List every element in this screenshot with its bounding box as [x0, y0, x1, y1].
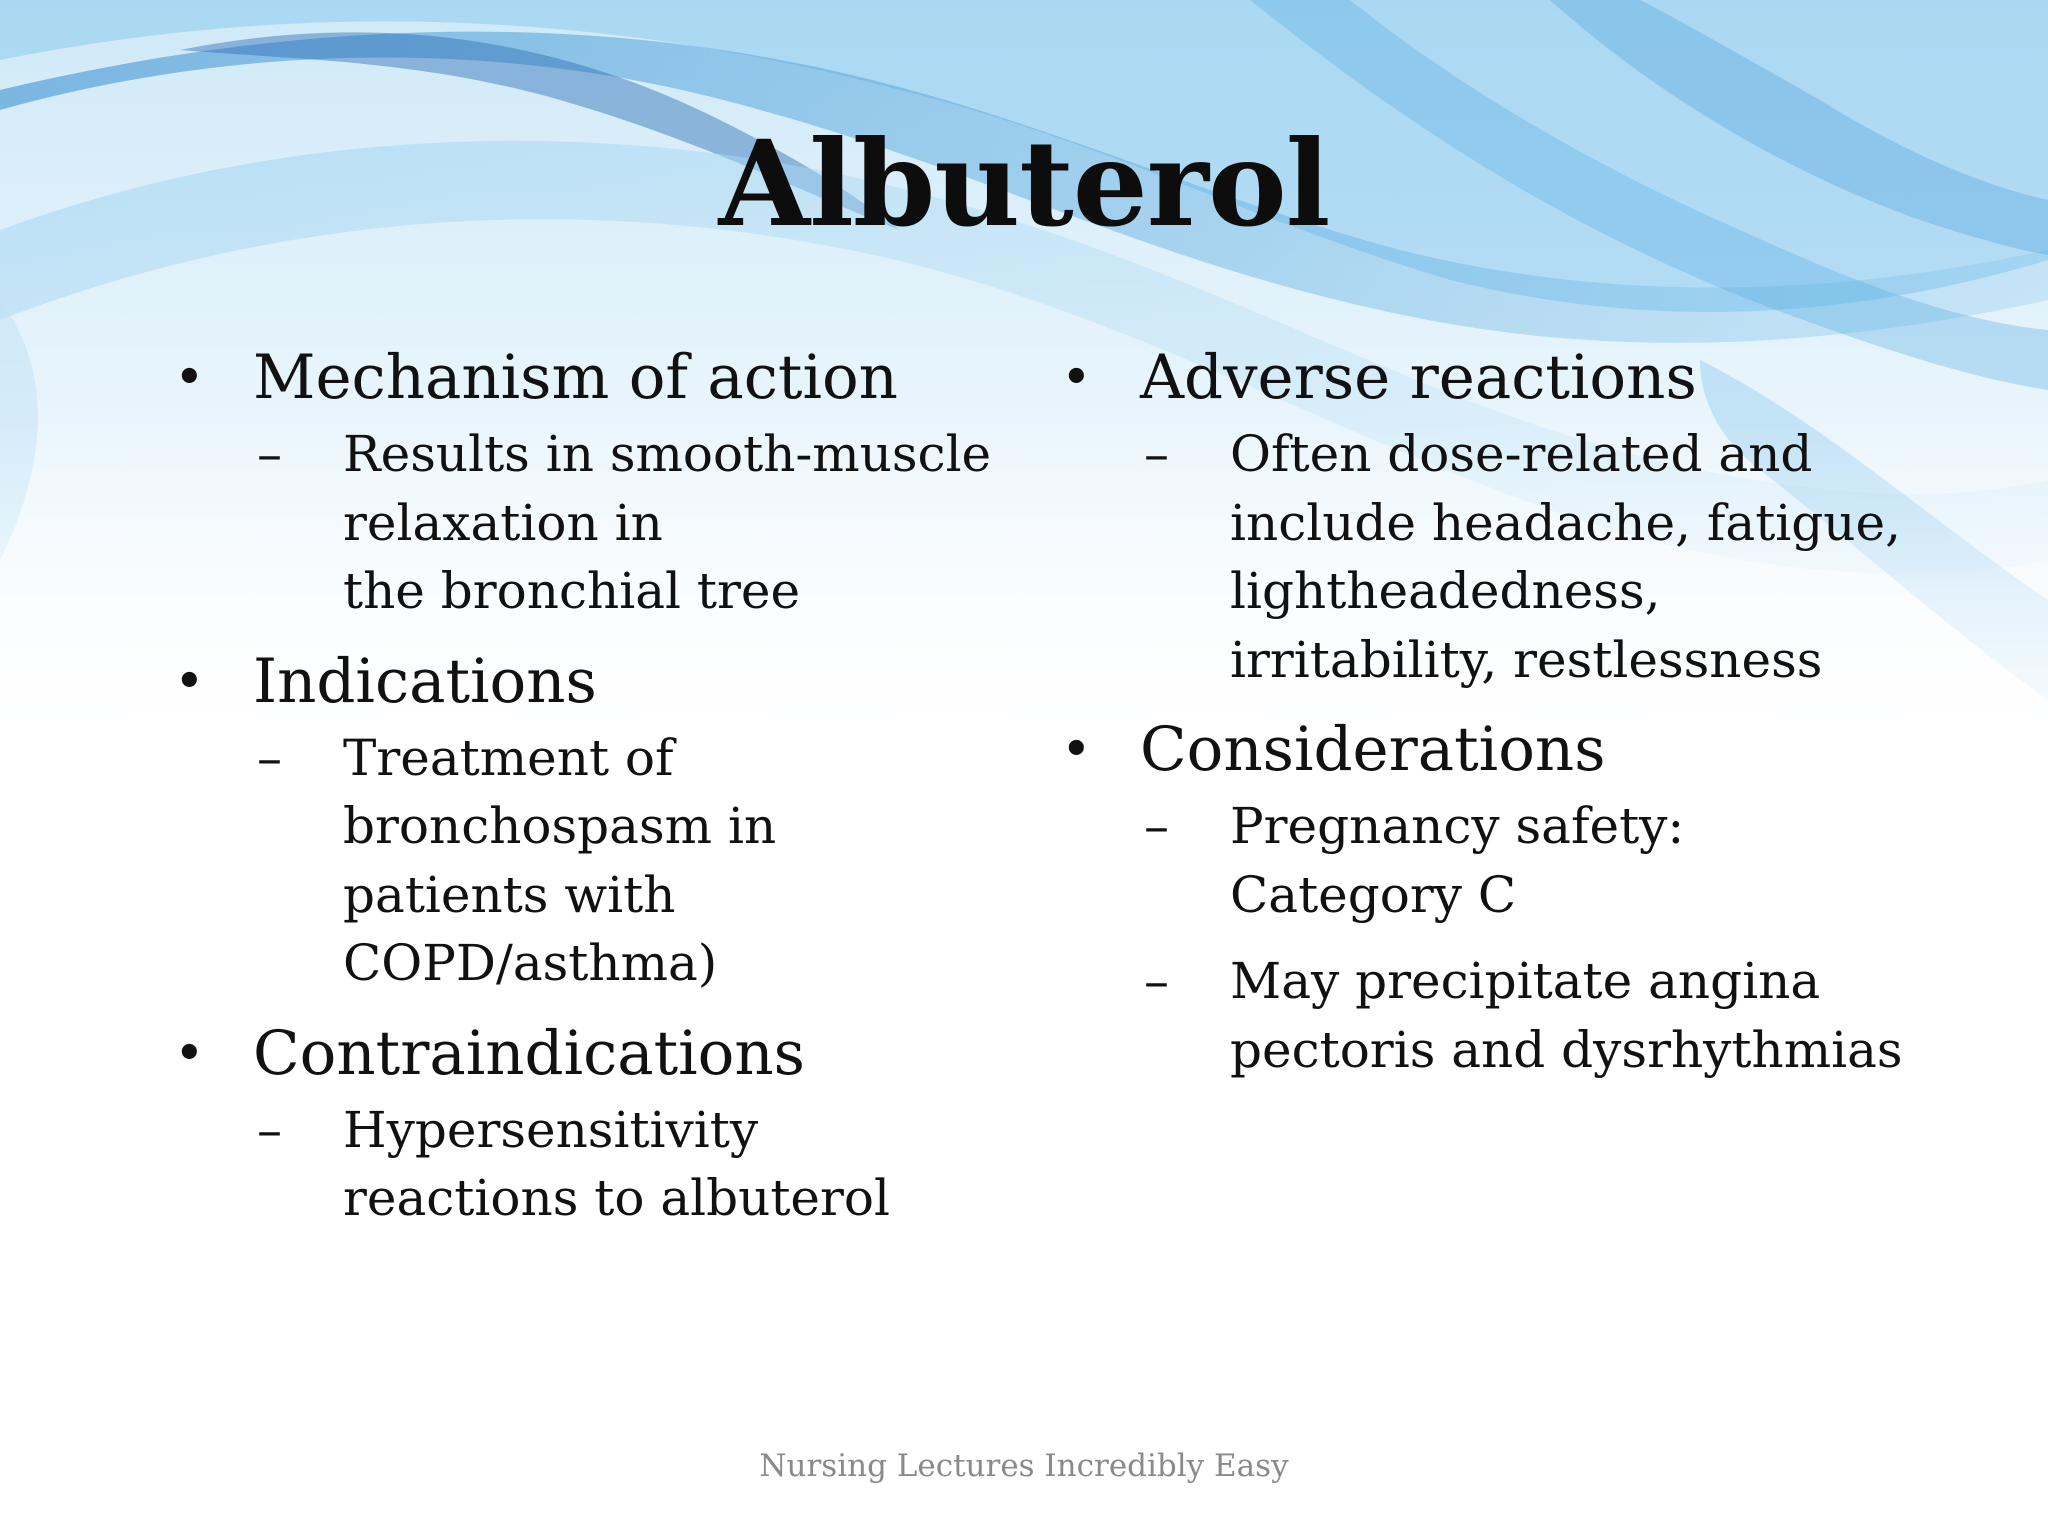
bullet-icon: • [174, 1023, 205, 1084]
text-line: bronchospasm in [343, 797, 777, 855]
text-line: Pregnancy safety: [1230, 797, 1685, 855]
text-line: lightheadedness, [1230, 562, 1661, 620]
text-line: relaxation in [343, 493, 663, 552]
heading-mechanism: Mechanism of action [253, 342, 898, 413]
bullet-icon: • [174, 651, 205, 712]
text-line: reactions to albuterol [343, 1169, 891, 1227]
heading-indications: Indications [253, 645, 597, 717]
footer-text: Nursing Lectures Incredibly Easy [759, 1448, 1289, 1484]
heading-adverse: Adverse reactions [1140, 342, 1697, 413]
text-line: Category C [1230, 865, 1517, 924]
text-line: Often dose-related and [1230, 425, 1813, 483]
dash-icon: – [257, 425, 282, 483]
bullet-considerations [1057, 712, 1957, 788]
sub-bullet-adverse [1140, 420, 1957, 694]
dash-icon: – [1144, 952, 1169, 1010]
text-line: Results in smooth-muscle [343, 425, 992, 483]
text-line: COPD/asthma) [343, 934, 718, 992]
dash-icon: – [257, 728, 282, 787]
sub-bullet-indications [253, 724, 1050, 998]
heading-considerations: Considerations [1140, 714, 1606, 785]
bullet-mechanism [170, 340, 1050, 416]
dash-icon: – [257, 1100, 282, 1159]
heading-contraindications: Contraindications [253, 1017, 805, 1089]
left-column [170, 340, 1050, 1251]
text-line: Treatment of [343, 728, 674, 787]
sub-bullet-contraindications [253, 1096, 1050, 1233]
sub-bullet-mechanism [253, 420, 1050, 626]
dash-icon: – [1144, 797, 1169, 855]
sub-bullet-angina [1140, 947, 1957, 1084]
text-line: irritability, restlessness [1230, 630, 1823, 689]
bullet-indications [170, 644, 1050, 720]
bullet-icon: • [174, 348, 205, 408]
bullet-icon: • [1061, 348, 1092, 408]
right-column [1057, 340, 1957, 1102]
sub-bullet-pregnancy [1140, 792, 1957, 929]
slide-title: Albuterol [718, 114, 1330, 253]
text-line: the bronchial tree [343, 562, 801, 620]
dash-icon: – [1144, 425, 1169, 483]
bullet-icon: • [1061, 720, 1092, 780]
bullet-adverse [1057, 340, 1957, 416]
text-line: include headache, fatigue, [1230, 493, 1901, 552]
text-line: Hypersensitivity [343, 1100, 759, 1159]
text-line: May precipitate angina [1230, 952, 1821, 1010]
text-line: pectoris and dysrhythmias [1230, 1020, 1903, 1079]
bullet-contraindications [170, 1016, 1050, 1092]
text-line: patients with [343, 865, 676, 924]
